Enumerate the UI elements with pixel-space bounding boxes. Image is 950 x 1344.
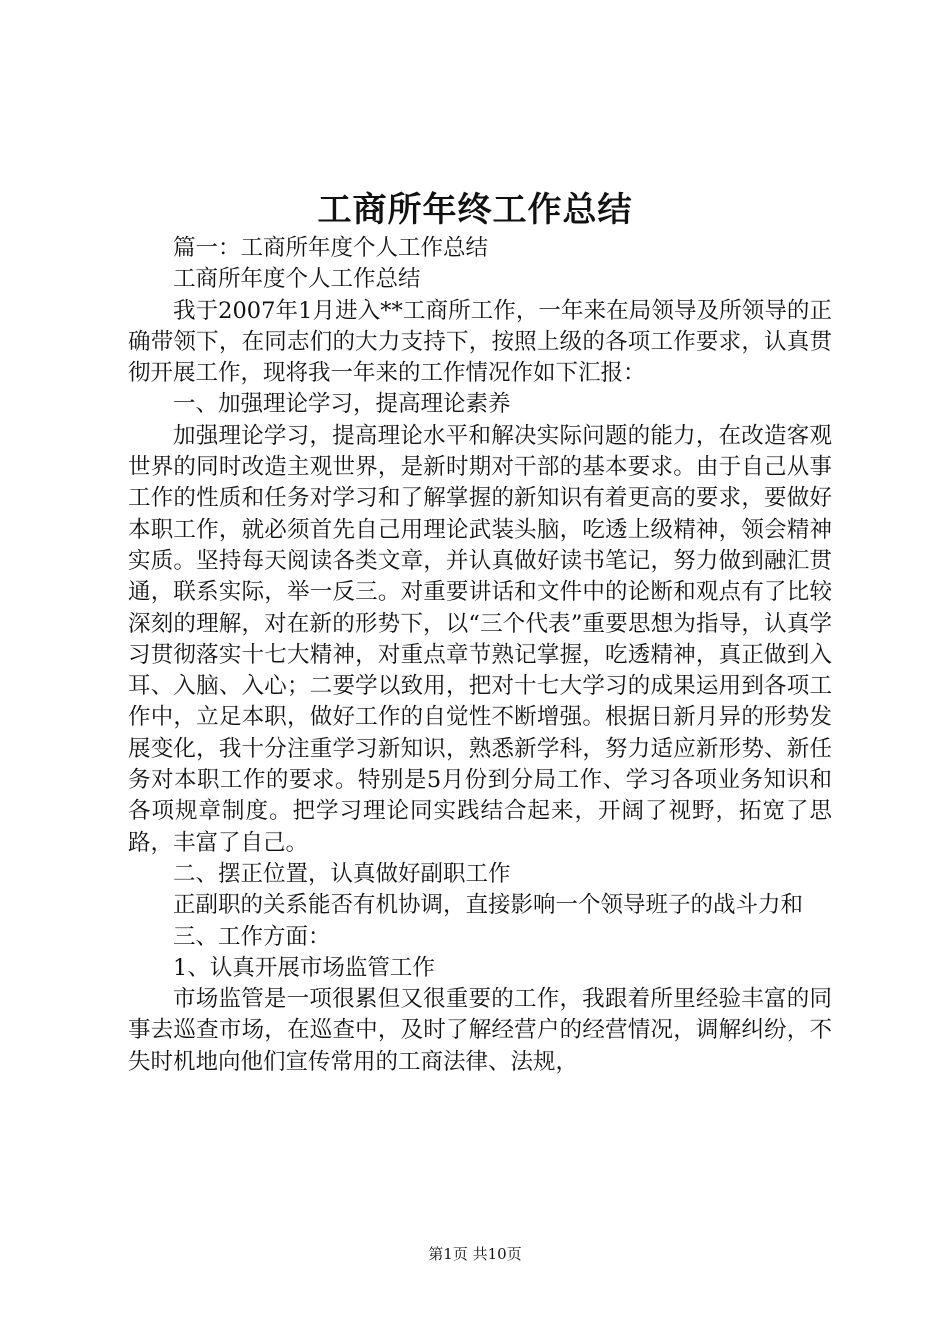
document-body	[128, 233, 832, 1078]
document-title: 工商所年终工作总结	[317, 190, 633, 230]
section-heading: 1、认真开展市场监管工作	[173, 954, 435, 981]
page-footer: 第1页 共10页	[428, 1245, 522, 1263]
paragraph: 正副职的关系能否有机协调，直接影响一个领导班子的战斗力和	[173, 892, 804, 919]
section-heading: 二、摆正位置，认真做好副职工作	[173, 860, 511, 887]
paragraph: 加强理论学习，提高理论水平和解决实际问题的能力，在改造客观世界的同时改造主观世界，是新时期对干部的基本要求。由于自己从事工作的性质和任务对学习和了解掌握的新知识有着更高的要求，要做好本职工作，就必须首先自己用理论武装头脑，吃透上级精神，领会精神实质。坚持每天阅读各类文章，并认真做好读书笔记，努力做到融汇贯通，联系实际，举一反三。对重要讲话和文件中的论断和观点有了比较深刻的理解，对在新的形势下，以“三个代表”重要思想为指导，认真学习贯彻落实十七大精神，对重点章节熟记掌握，吃透精神，真正做到入耳、入脑、入心；二要学以致用，把对十七大学习的成果运用到各项工作中，立足本职，做好工作的自觉性不断增强。根据日新月异的形势发展变化，我十分注重学习新知识，熟悉新学科，努力适应新形势、新任务对本职工作的要求。特别是5月份到分局工作、学习各项业务知识和各项规章制度。把学习理论同实践结合起来，开阔了视野，拓宽了思路，丰富了自己。	[128, 422, 832, 856]
subtitle: 工商所年度个人工作总结	[173, 266, 421, 293]
section-heading: 篇一：工商所年度个人工作总结	[173, 235, 489, 261]
paragraph: 市场监管是一项很累但又很重要的工作，我跟着所里经验丰富的同事去巡查市场，在巡查中，及时了解经营户的经营情况，调解纠纷，不失时机地向他们宣传常用的工商法律、法规，	[128, 986, 832, 1075]
section-heading: 三、工作方面：	[173, 923, 331, 950]
section-heading: 一、加强理论学习，提高理论素养	[173, 391, 511, 418]
paragraph: 我于2007年1月进入**工商所工作，一年来在局领导及所领导的正确带领下，在同志们的大力支持下，按照上级的各项工作要求，认真贯彻开展工作，现将我一年来的工作情况作如下汇报：	[128, 297, 832, 387]
